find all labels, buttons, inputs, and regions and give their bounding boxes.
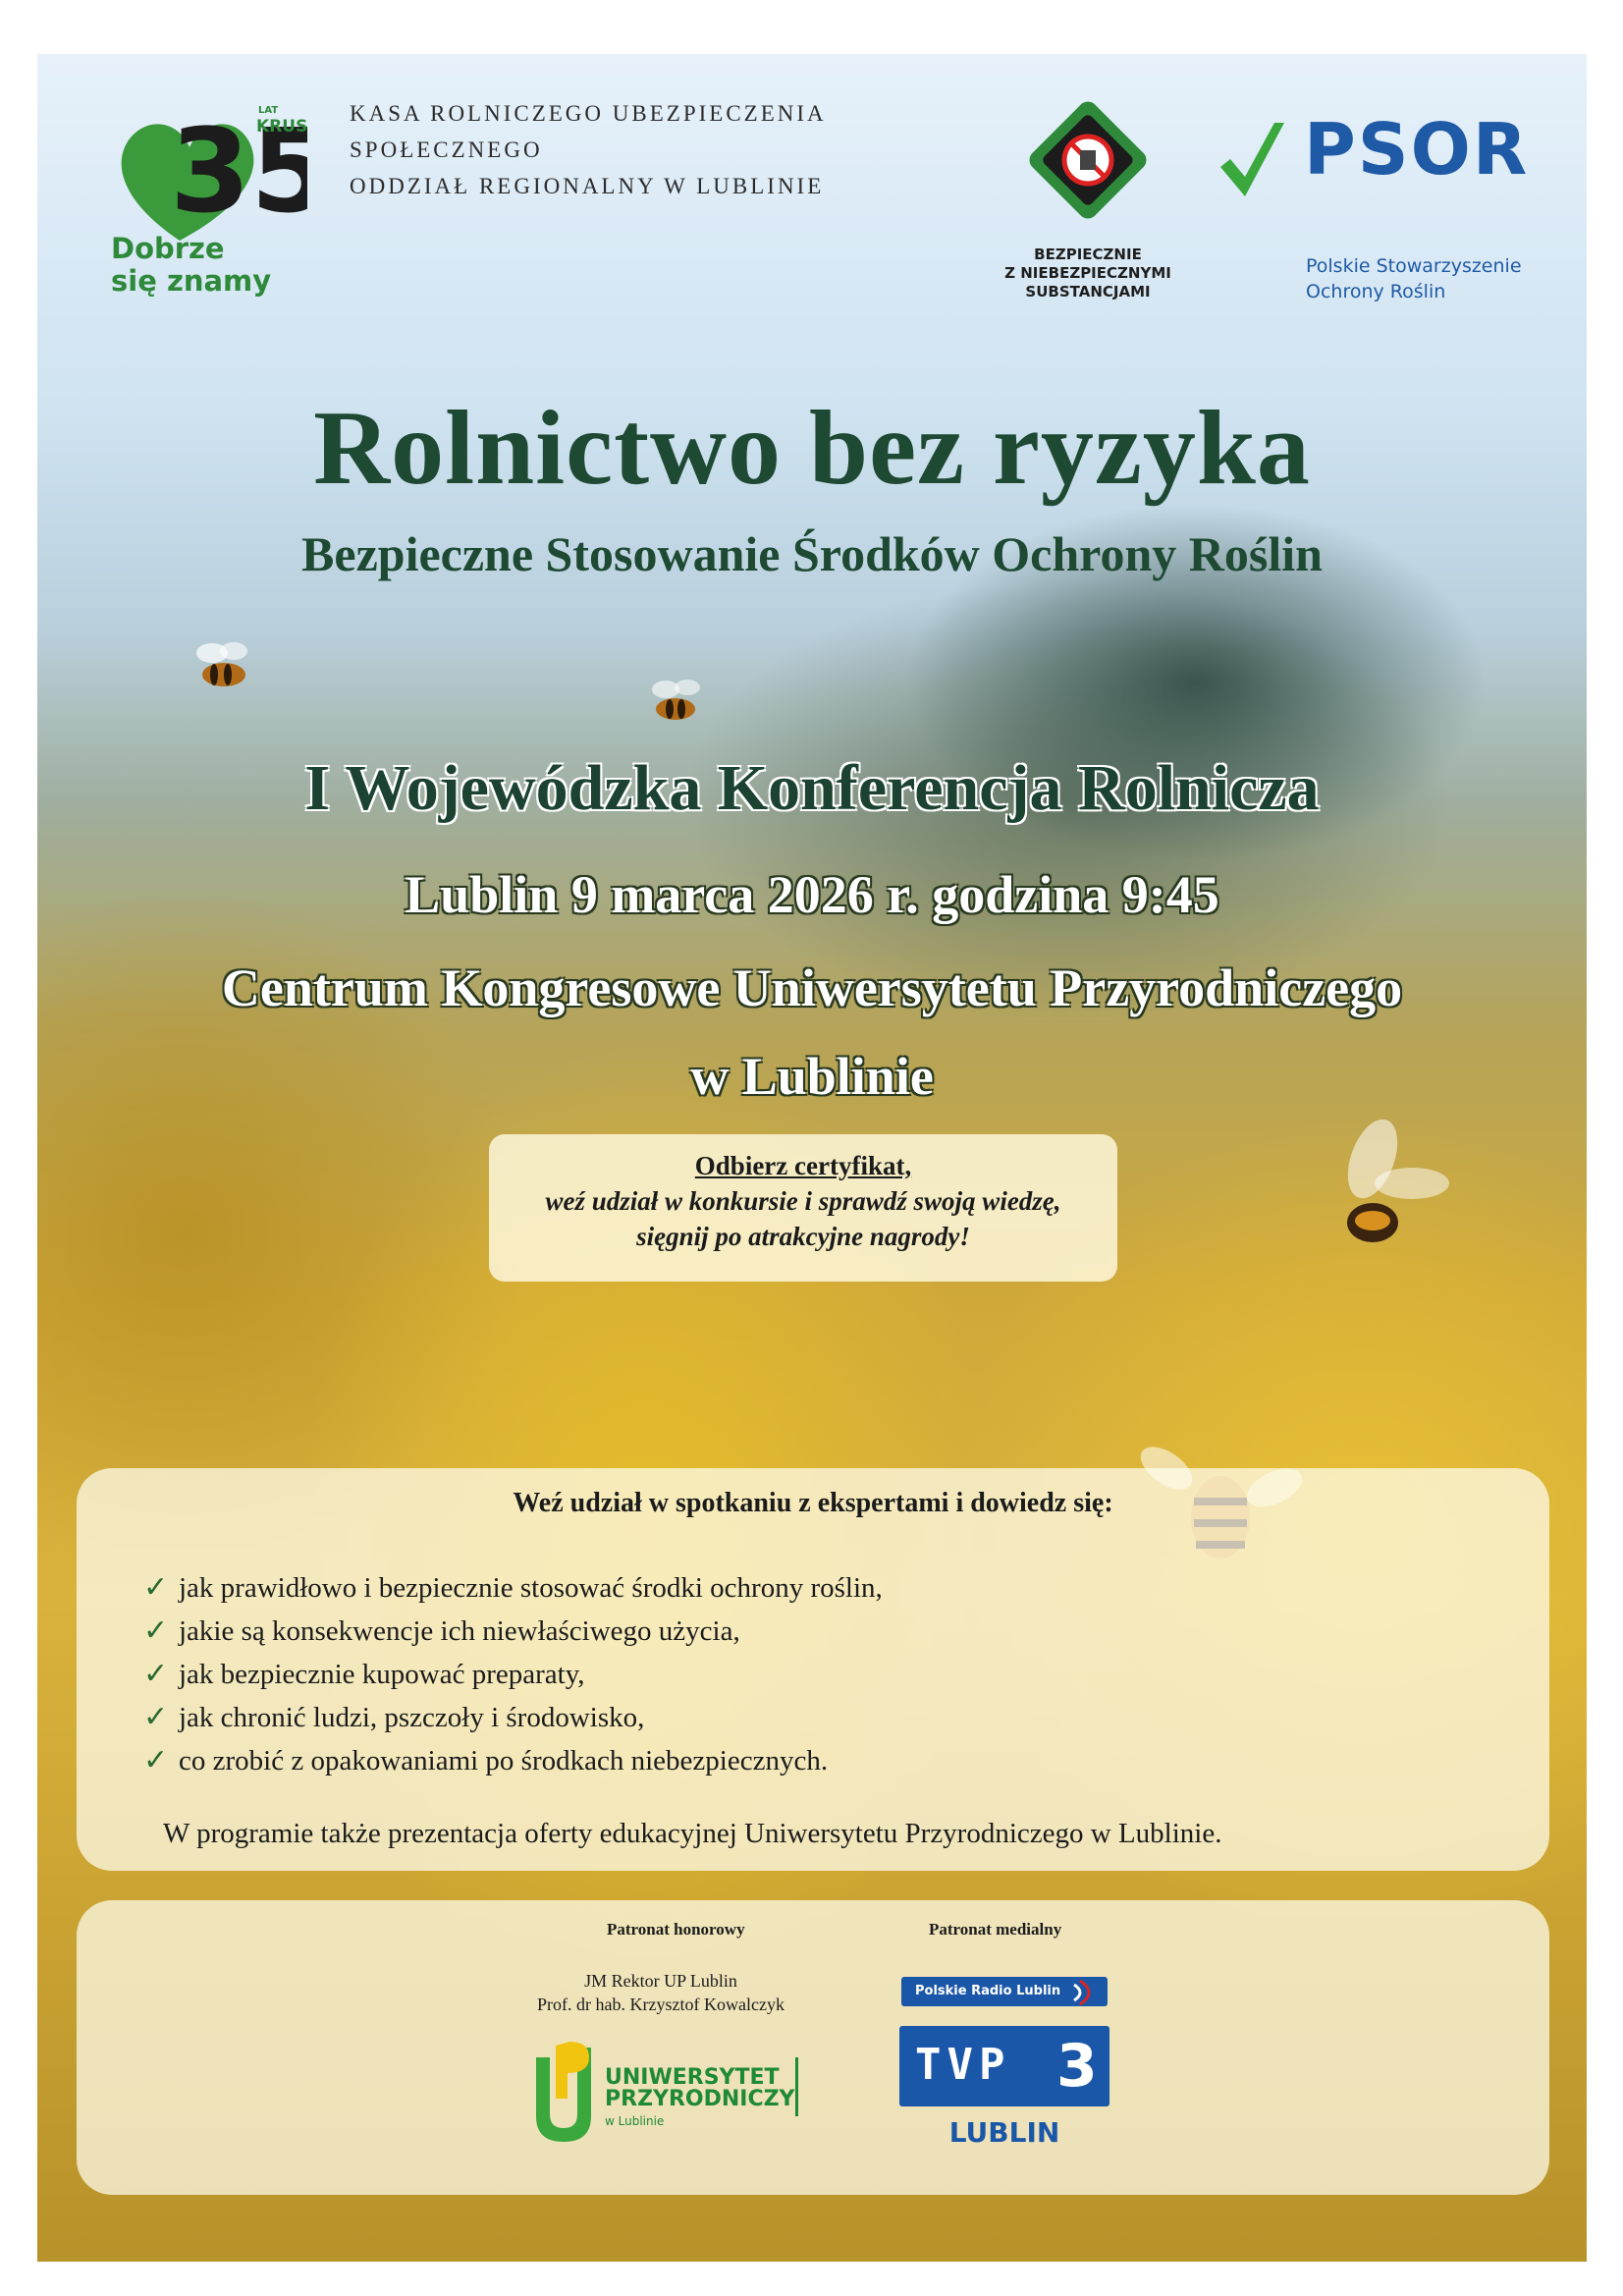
krus-slogan [111, 233, 271, 298]
up-name-line1: UNIWERSYTET [605, 2065, 780, 2090]
checkmark-icon: ✓ [143, 1657, 169, 1691]
up-lublin-logo [528, 2038, 813, 2156]
tvp-number: 3 [1056, 2032, 1098, 2101]
bee-icon [636, 668, 715, 737]
list-item [143, 1696, 1502, 1739]
psor-sub-line1: Polskie Stowarzyszenie [1306, 255, 1522, 277]
header [37, 54, 1587, 349]
bezpiecznie-line2: Z NIEBEZPIECZNYMI [1004, 264, 1171, 282]
bezpiecznie-logo [980, 91, 1196, 317]
certificate-heading: Odbierz certyfikat, [694, 1151, 912, 1180]
poster [37, 54, 1587, 2262]
krus-anniversary-label: LAT [258, 105, 279, 116]
bee-icon [1314, 1115, 1461, 1272]
up-logo-icon [528, 2038, 597, 2146]
list-item [143, 1610, 1502, 1653]
krus-logo [111, 93, 307, 309]
krus-brand: KRUS [256, 117, 308, 137]
conference-title: I Wojewódzka Konferencja Rolnicza [304, 752, 1320, 824]
checkmark-icon: ✓ [143, 1743, 169, 1777]
up-name [605, 2067, 794, 2110]
experts-list [124, 1566, 1502, 1782]
certificate-box [489, 1134, 1117, 1282]
certificate-line1: weź udział w konkursie i sprawdź swoją wiedzę, [545, 1186, 1061, 1216]
experts-heading: Weź udział w spotkaniu z ekspertami i dowiedz się: [513, 1488, 1113, 1518]
up-name-line3: w Lublinie [605, 2114, 665, 2128]
certificate-line2: sięgnij po atrakcyjne nagrody! [636, 1222, 970, 1251]
bee-icon [185, 633, 263, 702]
up-name-line2: PRZYRODNICZY [605, 2087, 795, 2111]
tvp3-logo [899, 2026, 1109, 2106]
patronage-box [77, 1900, 1549, 2195]
krus-org-line1: KASA ROLNICZEGO UBEZPIECZENIA [350, 101, 827, 126]
hazard-diamond-icon [1019, 91, 1157, 229]
main-title: Rolnictwo bez ryzyka [313, 390, 1311, 507]
krus-slogan-line2: się znamy [111, 264, 272, 298]
checkmark-icon: ✓ [143, 1700, 169, 1734]
list-item-text: co zrobić z opakowaniami po środkach niebezpiecznych. [179, 1745, 829, 1777]
polskie-radio-lublin-logo: Polskie Radio Lublin [901, 1977, 1108, 2006]
checkmark-icon: ✓ [143, 1570, 169, 1605]
tvp-city: LUBLIN [948, 2116, 1060, 2149]
svg-text:35: 35 [170, 103, 307, 239]
psor-logo [1216, 108, 1569, 304]
venue-line2: w Lublinie [690, 1047, 934, 1106]
list-item-text: jak chronić ludzi, pszczoły i środowisko, [179, 1702, 645, 1733]
radio-wave-icon [1070, 1979, 1100, 2006]
honorary-patron [499, 1969, 823, 2016]
list-item [143, 1653, 1502, 1696]
bezpiecznie-line3: SUBSTANCJAMI [1025, 283, 1151, 301]
checkmark-leaf-icon [1216, 118, 1294, 206]
list-item-text: jak bezpiecznie kupować preparaty, [179, 1659, 585, 1690]
subtitle: Bezpieczne Stosowanie Środków Ochrony Roślin [301, 526, 1323, 581]
krus-organization [350, 95, 827, 204]
date-time: Lublin 9 marca 2026 r. godzina 9:45 [405, 865, 1219, 924]
krus-org-line3: ODDZIAŁ REGIONALNY W LUBLINIE [350, 174, 825, 198]
honorary-line2: Prof. dr hab. Krzysztof Kowalczyk [537, 1995, 784, 2014]
checkmark-icon: ✓ [143, 1613, 169, 1648]
list-item-text: jakie są konsekwencje ich niewłaściwego użycia, [179, 1615, 740, 1647]
list-item [143, 1739, 1502, 1782]
divider [795, 2057, 798, 2116]
psor-name: PSOR [1304, 108, 1530, 191]
tvp-letters: TVP [915, 2040, 1011, 2090]
media-patronage-label: Patronat medialny [929, 1920, 1062, 1939]
bezpiecznie-line1: BEZPIECZNIE [1034, 246, 1142, 263]
bezpiecznie-caption [980, 246, 1196, 301]
psor-subtitle [1306, 253, 1522, 304]
list-item [143, 1566, 1502, 1610]
program-note: W programie także prezentacja oferty edukacyjnej Uniwersytetu Przyrodniczego w Lublinie. [163, 1818, 1222, 1849]
honorary-line1: JM Rektor UP Lublin [584, 1971, 737, 1991]
psor-sub-line2: Ochrony Roślin [1306, 281, 1446, 302]
experts-box [77, 1468, 1549, 1871]
venue-line1: Centrum Kongresowe Uniwersytetu Przyrodniczego [221, 958, 1403, 1017]
list-item-text: jak prawidłowo i bezpiecznie stosować środki ochrony roślin, [179, 1572, 883, 1604]
krus-slogan-line1: Dobrze [111, 232, 225, 265]
honorary-patronage-label: Patronat honorowy [607, 1920, 745, 1939]
krus-org-line2: SPOŁECZNEGO [350, 137, 543, 162]
